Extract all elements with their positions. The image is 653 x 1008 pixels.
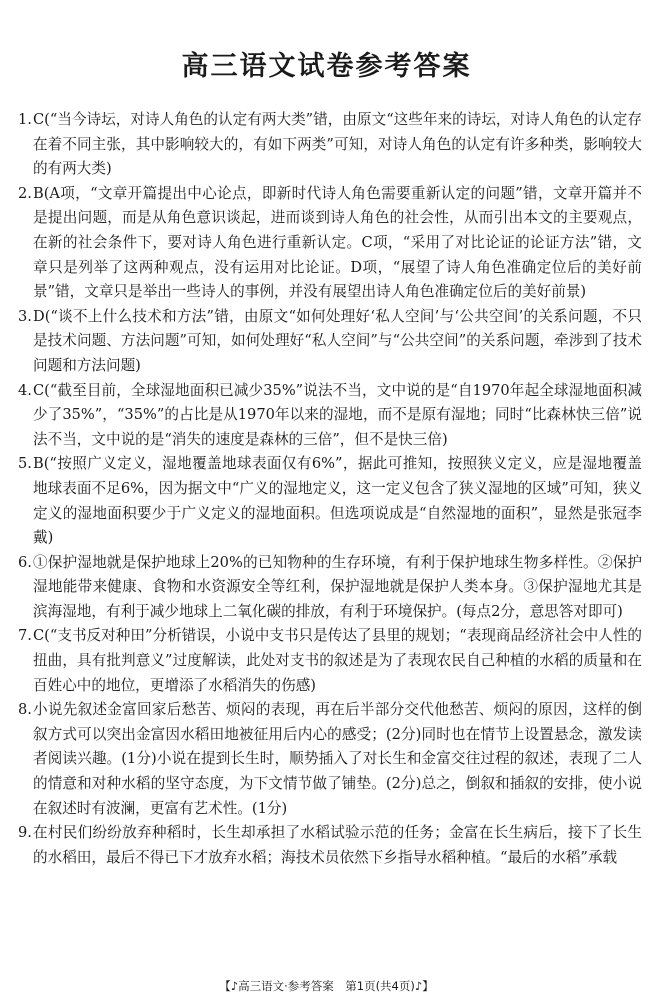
- page-title: 高三语文试卷参考答案: [181, 51, 472, 82]
- answer-number: 3.: [18, 307, 32, 325]
- answer-text: C(“支书反对种田”分析错误，小说中支书只是传达了县里的规划；“表现商品经济社会中人性的扭曲，具有批判意义”过度解读，此处对支书的叙述是为了表现农民自己种植的水稻的质量和在百姓心中的地位，更增添了水稻消失的伤感): [33, 627, 642, 694]
- answer-number: 5.: [18, 455, 32, 473]
- answer-item: [18, 624, 642, 698]
- answer-item: [18, 182, 642, 305]
- answer-item: [18, 305, 642, 379]
- answer-number: 7.: [18, 627, 32, 645]
- answer-text: C(“当今诗坛，对诗人角色的认定有两大类”错，由原文“这些年来的诗坛，对诗人角色的认定存在着不同主张，其中影响较大的，有如下两类”可知，对诗人角色的认定有许多种类，影响较大的有两大类): [33, 111, 642, 178]
- answer-item: [18, 108, 642, 182]
- answer-text: 在村民们纷纷放弃种稻时，长生却承担了水稻试验示范的任务；金富在长生病后，接下了长生的水稻田，最后不得已下才放弃水稻；海技术员依然下乡指导水稻种植。“最后的水稻”承载: [33, 824, 642, 866]
- answer-text: B(“按照广义定义，湿地覆盖地球表面仅有6%”，据此可推知，按照狭义定义，应是湿地覆盖地球表面不足6%，因为据文中“广义的湿地定义，这一定义包含了狭义湿地的区域”可知，狭义定义的湿地面积要少于广义定义的湿地面积。但选项说成是“自然湿地的面积”，显然是张冠李戴): [33, 455, 642, 547]
- answer-text: 小说先叙述金富回家后愁苦、烦闷的表现，再在后半部分交代他愁苦、烦闷的原因，这样的倒叙方式可以突出金富因水稻田地被征用后内心的感受；(2分)同时也在情节上设置悬念，激发读者阅读兴趣。(1分)小说在提到长生时，顺势插入了对长生和金富交往过程的叙述，表现了二人的情意和对种水稻的坚守态度，为下文情节做了铺垫。(2分)总之，倒叙和插叙的安排，使小说在叙述时有波澜，更富有艺术性。(1分): [33, 701, 642, 817]
- answer-number: 1.: [18, 111, 32, 128]
- answer-text: D(“谈不上什么技术和方法”错，由原文“如何处理好‘私人空间’与‘公共空间’的关系问题，不只是技术问题、方法问题”可知，如何处理好“私人空间”与“公共空间”的关系问题，牵涉到了技术问题和方法问题): [33, 307, 642, 374]
- answer-number: 2.: [18, 184, 32, 202]
- answer-text: ①保护湿地就是保护地球上20%的已知物种的生存环境，有利于保护地球生物多样性。②保护湿地能带来健康、食物和水资源安全等红利，保护湿地就是保护人类本身。③保护湿地尤其是滨海湿地，有利于减少地球上二氧化碳的排放，有利于环境保护。(每点2分，意思答对即可): [33, 553, 642, 620]
- answer-item: [18, 452, 642, 550]
- answer-item: [18, 379, 642, 453]
- answer-number: 8.: [18, 701, 32, 719]
- answer-number: 9.: [18, 824, 32, 842]
- page-footer: 【♪高三语文·参考答案 第1页(共4页)♪】: [219, 979, 434, 993]
- answer-item: [18, 821, 642, 870]
- answer-text: C(“截至目前，全球湿地面积已减少35%”说法不当，文中说的是“自1970年起全球湿地面积减少了35%”，“35%”的占比是从1970年以来的湿地，而不是原有湿地；同时“比森林快三倍”说法不当，文中说的是“消失的速度是森林的三倍”，但不是快三倍): [33, 381, 642, 448]
- answer-number: 6.: [18, 553, 32, 571]
- answer-text: B(A项，“文章开篇提出中心论点，即新时代诗人角色需要重新认定的问题”错，文章开篇并不是提出问题，而是从角色意识谈起，进而谈到诗人角色的社会性，从而引出本文的主要观点，在新的社会条件下，要对诗人角色进行重新认定。C项，“采用了对比论证的论证方法”错，文章只是列举了这两种观点，没有运用对比论证。D项，“展望了诗人角色准确定位后的美好前景”错，文章只是举出一些诗人的事例，并没有展望出诗人角色准确定位后的美好前景): [33, 184, 642, 301]
- answer-item: [18, 698, 642, 821]
- answer-list: [18, 108, 642, 870]
- answer-item: [18, 551, 642, 625]
- answer-number: 4.: [18, 381, 32, 399]
